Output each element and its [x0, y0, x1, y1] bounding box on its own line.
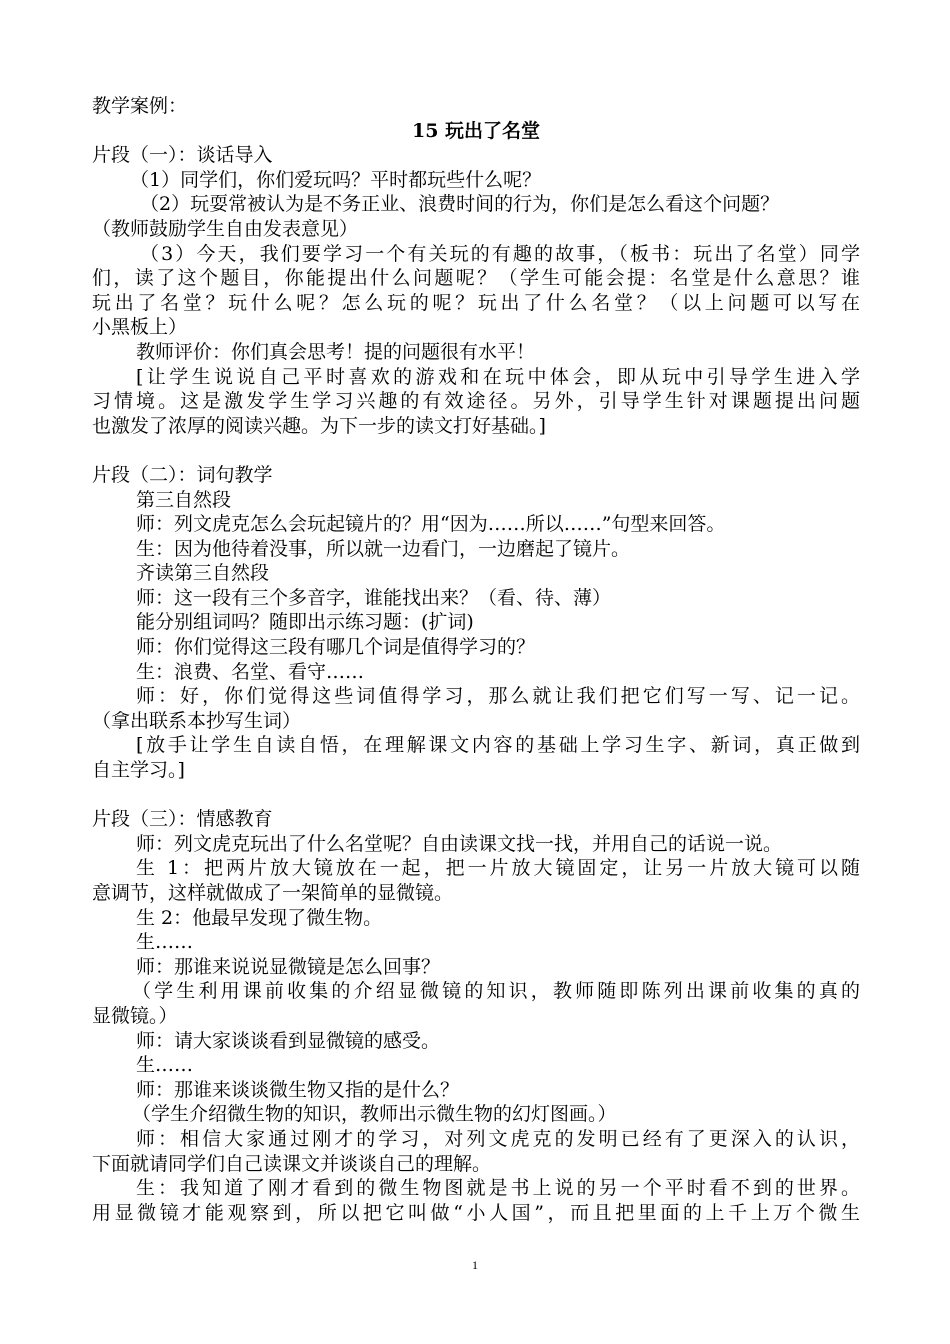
paragraph-line: 生 2：他最早发现了微生物。: [136, 906, 383, 929]
paragraph-line: 师：你们觉得这三段有哪几个词是值得学习的？: [136, 636, 536, 659]
paragraph-line: 用显微镜才能观察到，所以把它叫做“小人国”，而且把里面的上千上万个微生: [92, 1201, 860, 1224]
paragraph-line: 师：那谁来说说显微镜是怎么回事？: [136, 955, 441, 978]
document-heading: 教学案例：: [92, 95, 188, 117]
paragraph-line: 玩出了名堂？玩什么呢？怎么玩的呢？玩出了什么名堂？（以上问题可以写在: [92, 291, 860, 314]
paragraph-line: 自主学习。]: [92, 759, 185, 782]
paragraph-line: 师：请大家谈谈看到显微镜的感受。: [136, 1029, 441, 1052]
paragraph-line: 生：因为他待着没事，所以就一边看门，一边磨起了镜片。: [136, 537, 631, 560]
paragraph-line: 师：相信大家通过刚才的学习，对列文虎克的发明已经有了更深入的认识，: [136, 1127, 860, 1150]
paragraph-line: （教师鼓励学生自由发表意见）: [92, 217, 359, 240]
paragraph-line: 师：列文虎克玩出了什么名堂呢？自由读课文找一找，并用自己的话说一说。: [136, 832, 783, 855]
paragraph-line: （3）今天，我们要学习一个有关玩的有趣的故事，（板书：玩出了名堂）同学: [140, 242, 860, 265]
paragraph-line: [放手让学生自读自悟，在理解课文内容的基础上学习生字、新词，真正做到: [136, 734, 860, 757]
paragraph-line: 生 1：把两片放大镜放在一起，把一片放大镜固定，让另一片放大镜可以随: [136, 857, 860, 880]
paragraph-line: 们，读了这个题目，你能提出什么问题呢？（学生可能会提：名堂是什么意思？谁: [92, 267, 860, 290]
document-page: [92, 94, 860, 1225]
paragraph-line: 意调节，这样就做成了一架简单的显微镜。: [92, 882, 454, 904]
spacer: [92, 438, 860, 463]
paragraph-line: 师：好，你们觉得这些词值得学习，那么就让我们把它们写一写、记一记。: [136, 685, 860, 708]
paragraph-line: 第三自然段: [136, 488, 232, 511]
paragraph-line: （1）同学们，你们爱玩吗？平时都玩些什么呢？: [130, 168, 542, 191]
paragraph-line: 生……: [136, 1054, 194, 1077]
spacer: [92, 783, 860, 808]
paragraph-line: （2）玩耍常被认为是不务正业、浪费时间的行为，你们是怎么看这个问题？: [140, 193, 780, 216]
paragraph-line: [让学生说说自己平时喜欢的游戏和在玩中体会，即从玩中引导学生进入学: [136, 365, 860, 388]
paragraph-line: 生：浪费、名堂、看守……: [136, 660, 365, 683]
paragraph-line: 齐读第三自然段: [136, 562, 270, 585]
paragraph-line: （学生利用课前收集的介绍显微镜的知识，教师随即陈列出课前收集的真的: [132, 980, 860, 1003]
paragraph-line: 小黑板上）: [92, 316, 188, 339]
paragraph-line: （学生介绍微生物的知识，教师出示微生物的幻灯图画。）: [132, 1103, 617, 1126]
paragraph-line: （拿出联系本抄写生词）: [92, 709, 302, 732]
paragraph-line: 习情境。这是激发学生学习兴趣的有效途径。另外，引导学生针对课题提出问题: [92, 390, 860, 413]
segment-1-header: 片段（一）：谈话导入: [92, 144, 273, 167]
paragraph-line: 生：我知道了刚才看到的微生物图就是书上说的另一个平时看不到的世界。: [136, 1177, 860, 1200]
paragraph-line: 教师评价：你们真会思考！提的问题很有水平！: [136, 340, 536, 363]
paragraph-line: 师：这一段有三个多音字，谁能找出来？（看、待、薄）: [136, 586, 612, 609]
paragraph-line: 生……: [136, 931, 194, 954]
segment-3-header: 片段（三）：情感教育: [92, 808, 273, 831]
paragraph-line: 也激发了浓厚的阅读兴趣。为下一步的读文打好基础。]: [92, 414, 546, 437]
paragraph-line: 下面就请同学们自己读课文并谈谈自己的理解。: [92, 1152, 492, 1175]
paragraph-line: 显微镜。）: [92, 1004, 178, 1027]
paragraph-line: 师：列文虎克怎么会玩起镜片的？用“因为……所以……”句型来回答。: [136, 513, 726, 536]
paragraph-line: 能分别组词吗？随即出示练习题：(扩词): [136, 611, 474, 634]
paragraph-line: 师：那谁来谈谈微生物又指的是什么？: [136, 1078, 460, 1101]
page-number: 1: [472, 1258, 478, 1272]
segment-2-header: 片段（二）：词句教学: [92, 463, 273, 486]
lesson-title: 15 玩出了名堂: [411, 119, 541, 142]
